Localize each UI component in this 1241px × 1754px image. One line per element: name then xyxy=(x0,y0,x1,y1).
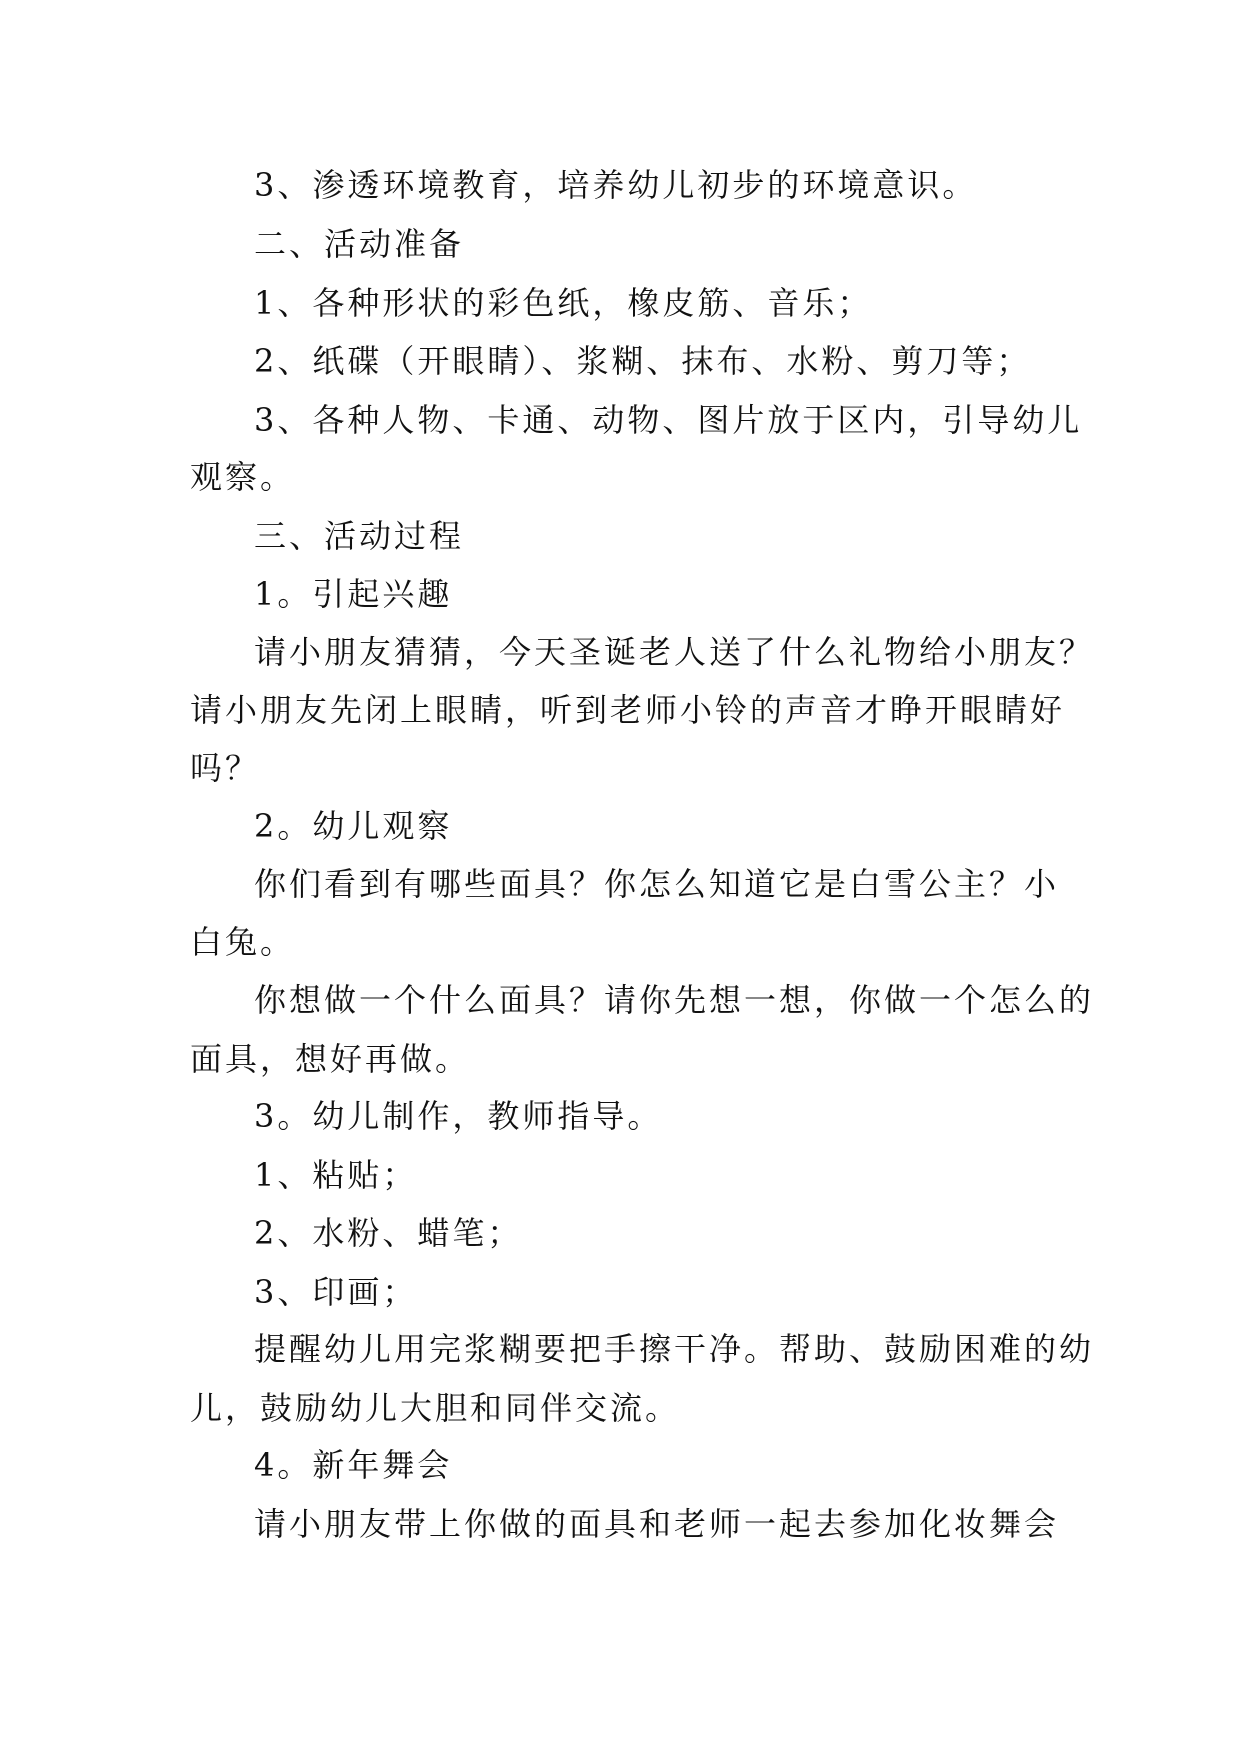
section-heading: 二、活动准备 xyxy=(254,225,465,263)
subsection-heading: 3。幼儿制作，教师指导。 xyxy=(254,1097,663,1135)
text-line: 提醒幼儿用完浆糊要把手擦干净。帮助、鼓励困难的幼 xyxy=(254,1330,1095,1368)
text-line: 吗？ xyxy=(190,749,261,787)
text-line: 面具，想好再做。 xyxy=(190,1040,471,1078)
text-line: 你想做一个什么面具？请你先想一想，你做一个怎么的 xyxy=(254,981,1095,1019)
text-line: 请小朋友先闭上眼睛，听到老师小铃的声音才睁开眼睛好 xyxy=(190,691,1066,729)
text-line: 2、纸碟（开眼睛）、浆糊、抹布、水粉、剪刀等； xyxy=(254,342,1032,380)
text-line: 白兔。 xyxy=(190,923,296,961)
text-line: 3、印画； xyxy=(254,1273,418,1311)
text-line: 2、水粉、蜡笔； xyxy=(254,1214,523,1252)
subsection-heading: 4。新年舞会 xyxy=(254,1446,453,1484)
text-line: 3、渗透环境教育，培养幼儿初步的环境意识。 xyxy=(254,166,978,204)
text-line: 儿，鼓励幼儿大胆和同伴交流。 xyxy=(190,1389,681,1427)
text-line: 观察。 xyxy=(190,458,296,496)
text-line: 3、各种人物、卡通、动物、图片放于区内，引导幼儿 xyxy=(254,401,1083,439)
text-line: 1、各种形状的彩色纸，橡皮筋、音乐； xyxy=(254,284,873,322)
text-line: 请小朋友猜猜，今天圣诞老人送了什么礼物给小朋友？ xyxy=(254,633,1095,671)
subsection-heading: 2。幼儿观察 xyxy=(254,807,453,845)
section-heading: 三、活动过程 xyxy=(254,517,465,555)
text-line: 请小朋友带上你做的面具和老师一起去参加化妆舞会 xyxy=(254,1505,1060,1543)
text-line: 你们看到有哪些面具？你怎么知道它是白雪公主？小 xyxy=(254,865,1060,903)
subsection-heading: 1。引起兴趣 xyxy=(254,575,453,613)
text-line: 1、粘贴； xyxy=(254,1156,418,1194)
